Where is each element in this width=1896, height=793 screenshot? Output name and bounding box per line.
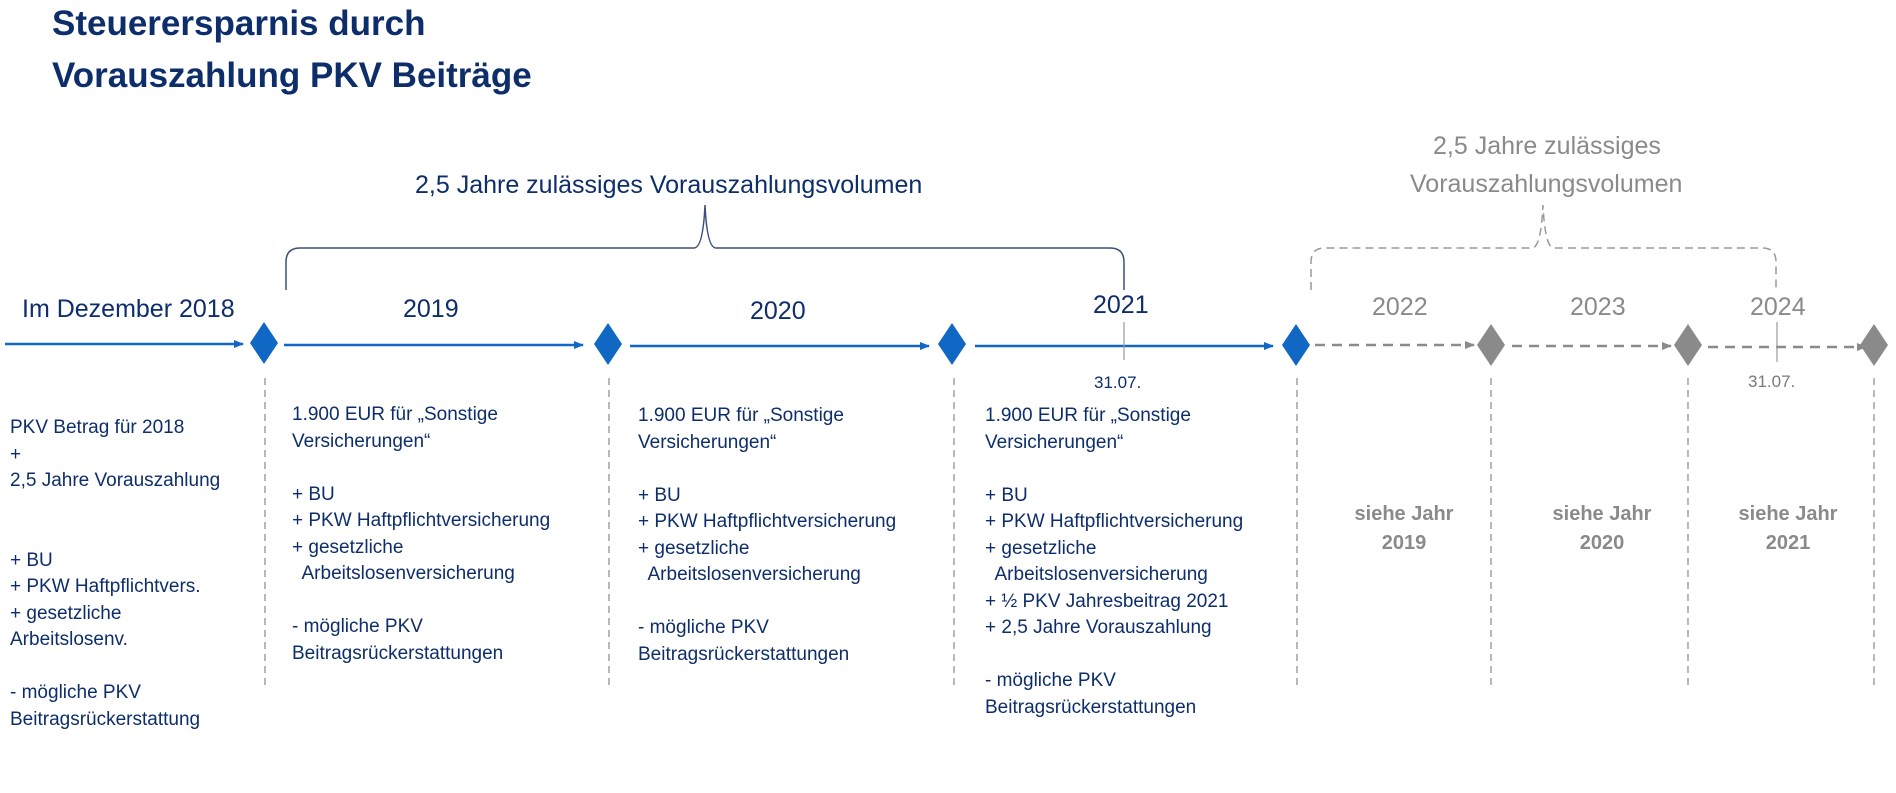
details-2019: [292, 402, 550, 667]
details-line: + gesetzliche: [638, 537, 750, 559]
details-line: + PKW Haftpflichtvers.: [10, 576, 201, 597]
details-line: Arbeitslosenversicherung: [985, 564, 1208, 585]
future-ref-label: siehe Jahr: [1738, 503, 1838, 525]
future-ref-2024: [1688, 500, 1888, 558]
details-line: Arbeitslosenversicherung: [292, 563, 515, 584]
details-line: + gesetzliche: [292, 536, 404, 558]
future-ref-2022: [1304, 500, 1504, 558]
details-line: Beitragsrückerstattungen: [985, 696, 1197, 718]
details-line: - mögliche PKV: [985, 670, 1116, 691]
page-title-line1: Steuerersparnis durch: [52, 4, 426, 43]
details-line: Versicherungen“: [985, 431, 1124, 453]
milestone-diamond-gray: [1674, 324, 1702, 366]
period-label-2024: 2024: [1750, 293, 1806, 321]
details-line: Beitragsrückerstattungen: [292, 642, 504, 664]
future-ref-label: siehe Jahr: [1552, 503, 1652, 525]
details-line: PKV Betrag für 2018: [10, 417, 185, 438]
details-line: - mögliche PKV: [638, 617, 769, 638]
details-line: [638, 589, 896, 616]
milestone-diamond-blue: [1282, 324, 1310, 366]
details-line: + BU: [10, 549, 53, 571]
details-line: + gesetzliche: [10, 602, 122, 624]
details-line: Beitragsrückerstattung: [10, 708, 201, 730]
future-brace-label-line1: 2,5 Jahre zulässiges: [1433, 132, 1661, 160]
details-line: + 2,5 Jahre Vorauszahlung: [985, 617, 1212, 638]
period-label-2021: 2021: [1093, 291, 1149, 319]
details-line: +: [10, 443, 22, 465]
details-line: + ½ PKV Jahresbeitrag 2021: [985, 590, 1229, 612]
details-2021: [985, 403, 1243, 721]
future-ref-2023: [1502, 500, 1702, 558]
details-line: Arbeitslosenv.: [10, 629, 128, 650]
details-line: [10, 495, 220, 522]
details-line: + BU: [638, 484, 681, 506]
details-line: [10, 521, 220, 548]
details-line: 1.900 EUR für „Sonstige: [985, 405, 1191, 426]
details-line: Arbeitslosenversicherung: [638, 564, 861, 585]
details-line: + BU: [292, 483, 335, 505]
details-line: Versicherungen“: [638, 431, 777, 453]
details-line: + BU: [985, 484, 1028, 506]
details-2020: [638, 403, 896, 668]
details-line: + gesetzliche: [985, 537, 1097, 559]
future-ref-year: 2020: [1579, 532, 1625, 554]
details-line: [292, 455, 550, 482]
details-line: [985, 456, 1243, 483]
period-label-2022: 2022: [1372, 293, 1428, 321]
details-line: Versicherungen“: [292, 430, 431, 452]
details-line: Beitragsrückerstattungen: [638, 643, 850, 665]
period-label-2023: 2023: [1570, 293, 1626, 321]
details-line: + PKW Haftpflichtversicherung: [292, 510, 551, 531]
date-marker-2024: 31.07.: [1748, 372, 1796, 391]
details-line: + PKW Haftpflichtversicherung: [638, 511, 897, 532]
main-brace-label: 2,5 Jahre zulässiges Vorauszahlungsvolumen: [415, 171, 923, 199]
date-marker-2021: 31.07.: [1094, 373, 1142, 392]
milestone-diamond-blue: [938, 323, 966, 365]
details-line: 2,5 Jahre Vorauszahlung: [10, 470, 221, 491]
details-line: [985, 642, 1243, 669]
details-line: [292, 588, 550, 615]
details-line: + PKW Haftpflichtversicherung: [985, 511, 1244, 532]
milestone-diamond-gray: [1477, 324, 1505, 366]
future-ref-year: 2021: [1765, 532, 1811, 554]
future-ref-year: 2019: [1381, 532, 1427, 554]
details-dec2018: [10, 415, 220, 733]
page-title-line2: Vorauszahlung PKV Beiträge: [52, 56, 532, 95]
milestone-diamond-blue: [594, 323, 622, 365]
details-line: 1.900 EUR für „Sonstige: [638, 405, 844, 426]
main-brace: [286, 205, 1124, 290]
period-label-2019: 2019: [403, 295, 459, 323]
details-line: [10, 654, 220, 681]
details-line: [638, 456, 896, 483]
milestone-diamond-gray: [1860, 324, 1888, 366]
details-line: - mögliche PKV: [292, 616, 423, 637]
milestone-diamond-blue: [250, 322, 278, 364]
details-line: 1.900 EUR für „Sonstige: [292, 404, 498, 425]
period-label-dec2018: Im Dezember 2018: [22, 295, 235, 323]
details-line: - mögliche PKV: [10, 682, 141, 703]
future-ref-label: siehe Jahr: [1354, 503, 1454, 525]
future-brace: [1311, 205, 1776, 290]
future-brace-label-line2: Vorauszahlungsvolumen: [1410, 170, 1683, 198]
period-label-2020: 2020: [750, 297, 806, 325]
